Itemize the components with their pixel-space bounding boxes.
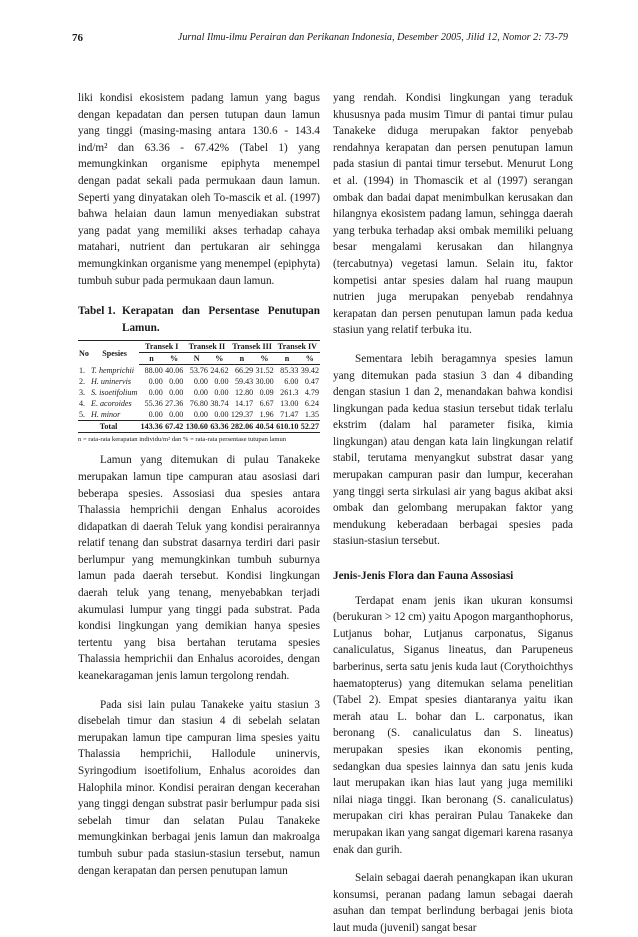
value-cell: 1.96 [259,410,274,420]
total-value: 67.42 [165,422,184,432]
value-cell: 38.74 [210,399,229,409]
seagrass-density-table [78,340,320,433]
total-label: Total [78,421,139,433]
value-cell: 0.09 [259,388,274,398]
table-row [78,398,320,409]
paragraph: Selain sebagai daerah penangkapan ikan ukuran konsumsi, peranan padang lamun sebagai daerah asuhan dan tempat berlindung berbagai jenis biota laut muda (juvenil) sangat besar [333,872,573,934]
right-column [333,90,573,937]
value-cell: 53.76 [189,366,208,376]
species-cell: H. uninervis [91,377,132,387]
col-no-header: No [78,341,90,365]
table-row [78,376,320,387]
value-cell: 59.43 [234,377,254,387]
subheader-cell: N [184,353,209,365]
value-cell: 30.00 [255,377,274,387]
paragraph: yang rendah. Kondisi lingkungan yang teraduk khususnya pada musim Timur di pantai timur pulau Tanakeke diduga merupakan faktor penyebab rendahnya kerapatan dan persen penutupan lamun pada stasiun di pantai timur tersebut. Menurut Long et al. (1994) in Thomascik et al (1997) serangan ombak dan badai dapat menimbulkan kerusakan dan hilangnya ekosistem padang lamun, sehingga daerah yang terbuka terhadap aksi ombak memiliki peluang besar mengalami kerusakan dan hilangnya (tercabutnya) vegetasi lamun. Selain itu, faktor kompetisi antar spesies dalam hal ruang maupun nutrien juga merupakan penyebab rendahnya kerapatan dan persen penutupan lamun pada kedua stasiun yang relatif terbuka itu. [333,92,573,337]
value-cell: 85.33 [280,366,299,376]
species-cell: S. isoetifolium [91,388,138,398]
value-cell: 0.00 [169,388,184,398]
paragraph: Sementara lebih beragamnya spesies lamun yang ditemukan pada stasiun 3 dan 4 dibanding dengan stasiun 1 dan 2, menandakan bahwa kondisi lingkungan pada kedua stasiun tersebut tidak terlalu ekstrim (dalam hal parameter fisika, kimia lingkungan) atau dengan kata lain lingkungan relatif stabil, terutama menyangkut substrat dasar yang merupakan campuran pasir dan lumpur, kecerahan yang tinggi serta sirkulasi air yang bagus akibat aksi ombak dan gelombang merupakan faktor yang mendukung keberadaan berbagai spesies pada stasiun-stasiun tersebut. [333,352,573,548]
value-cell: 0.00 [148,388,163,398]
value-cell: 0.00 [214,388,229,398]
value-cell: 6.67 [259,399,274,409]
total-value: 40.54 [255,422,274,432]
value-cell: 0.00 [193,377,208,387]
value-cell: 4.79 [304,388,319,398]
value-cell: 14.17 [234,399,254,409]
total-row [78,421,320,433]
value-cell: 27.36 [165,399,184,409]
value-cell: 0.00 [214,410,229,420]
subheader-cell: % [164,353,185,365]
total-value: 143.36 [140,422,163,432]
species-cell: E. acoroides [91,399,132,409]
total-value: 282.06 [230,422,254,432]
left-column [78,90,320,879]
value-cell: 66.29 [234,366,254,376]
subheader-cell: % [299,353,320,365]
table-caption [78,303,320,336]
value-cell: 0.00 [193,388,208,398]
value-cell: 0.00 [148,410,163,420]
value-cell: 0.00 [193,410,208,420]
subheader-cell: n [275,353,300,365]
row-number: 4. [79,399,86,409]
paragraph: Pada sisi lain pulau Tanakeke yaitu stasiun 3 disebelah timur dan stasiun 4 di sebelah selatan merupakan lamun tipe campuran lima spesies yaitu Thalassia hemprichii, Hallodule uninervis, Syringodium isoetifolium, Enhalus acoroides dan Halophila minor. Kondisi perairan dengan kecerahan yang tinggi dengan substrat pasir berlumpur pada sisi sebelah timur dan selatan Pulau Tanakeke memungkinkan berbagai jenis lamun dan makroalga tumbuh subur pada stasiun-stasiun tersebut, namun dengan kerapatan dan persen penutupan lamun [78,698,320,877]
value-cell: 71.47 [280,410,299,420]
paragraph: Lamun yang ditemukan di pulau Tanakeke merupakan lamun tipe campuran atau asosiasi dari beberapa spesies. Assosiasi dua spesies antara Thalassia hemprichii dengan Enhalus acoroides didapatkan di daerah Teluk yang kondisi perairannya relatif tenang dan substrat dasarnya terdiri dari pasir berlumpur yang memungkinkan tumbuh suburnya lamun pada daerah tersebut. Kondisi lingkungan daerah teluk yang tenang, menyebabkan terjadi akumulasi lumpur yang tinggi pada substrat. Pada kondisi lingkungan yang demikian hanya spesies tertentu yang bisa bertahan terutama spesies Thalassia hemprichii dan Enhalus acoroides, dengan keanekaragaman jenis lamun tergolong rendah. [78,454,320,683]
table-title: Kerapatan dan Persentase Penutupan Lamun. [122,305,320,334]
value-cell: 40.06 [165,366,184,376]
table-note: n = rata-rata kerapatan individu/m² dan % = rata-rata persentase tutupan lamun [78,436,287,444]
value-cell: 39.42 [300,366,319,376]
paragraph: Terdapat enam jenis ikan ukuran konsumsi (berukuran > 12 cm) yaitu Apogon marganthophorus, Lutjanus bohar, Lutjanus carponatus, Siganus canaliculatus, Siganus lineatus, dan Parupeneus barberinus, serta satu jenis kuda laut (Corythoichthys haematopterus) yang ditemukan selama penelitian (Tabel 2). Empat spesies diantaranya yaitu ikan merah atau L. bohar dan L. carponatus, ikan beronang (S. canaliculatus dan S. lineatus) merupakan spesies ikan ekonomis penting, sedangkan dua spesies lainnya dan satu jenis kuda laut merupakan ikan hias laut yang juga memiliki nilai niaga tinggi. Ikan beronang (S. canaliculatus) merupakan ciri khas perairan Pulau Tanakeke dan merupakan ikan yang sangat digemari karena rasanya enak dan gurih. [333,594,573,856]
value-cell: 0.47 [304,377,319,387]
page-number: 76 [72,32,83,44]
value-cell: 0.00 [169,377,184,387]
value-cell: 13.00 [280,399,299,409]
row-number: 1. [79,366,86,376]
table-row [78,365,320,377]
transect-header: Transek IV [275,341,320,353]
value-cell: 88.00 [144,366,163,376]
transect-header: Transek I [139,341,184,353]
value-cell: 24.62 [210,366,229,376]
value-cell: 6.00 [284,377,299,387]
value-cell: 129.37 [230,410,254,420]
row-number: 3. [79,388,86,398]
col-species-header: Spesies [90,341,139,365]
value-cell: 261.3 [280,388,299,398]
total-value: 63.36 [210,422,229,432]
total-value: 52.27 [300,422,319,432]
subheader-cell: % [209,353,230,365]
row-number: 5. [79,410,86,420]
total-value: 610.10 [276,422,299,432]
row-number: 2. [79,377,86,387]
value-cell: 0.00 [148,377,163,387]
transect-header: Transek II [184,341,229,353]
value-cell: 31.52 [255,366,274,376]
running-header [72,32,568,50]
journal-citation: Jurnal Ilmu-ilmu Perairan dan Perikanan Indonesia, Desember 2005, Jilid 12, Nomor 2: 73-79 [177,32,568,43]
subheader-cell: % [254,353,275,365]
species-cell: T. hemprichii [91,366,135,376]
table-label: Tabel 1. [78,305,116,318]
value-cell: 76.80 [189,399,208,409]
table-row [78,387,320,398]
table-body [78,365,320,433]
table-row [78,409,320,421]
transect-header: Transek III [230,341,275,353]
value-cell: 6.24 [304,399,319,409]
section-heading: Jenis-Jenis Flora dan Fauna Assosiasi [333,570,514,583]
subheader-cell: n [230,353,255,365]
species-cell: H. minor [91,410,121,420]
value-cell: 1.35 [304,410,319,420]
value-cell: 0.00 [169,410,184,420]
value-cell: 55.36 [144,399,163,409]
paragraph: liki kondisi ekosistem padang lamun yang bagus dengan kepadatan dan persen tutupan daun lamun yang tinggi (masing-masing antara 130.6 - 143.4 ind/m² dan 63.36 - 67.42% (Tabel 1) yang memungkinkan organisme epiphyta menempel dengan padat sekali pada permukaan daun lamun. Seperti yang dinyatakan oleh To-mascik et al. (1997) bahwa helaian daun lamun menyediakan substrat yang padat yang memiliki akses terhadap cahaya matahari, nutrient dan pertukaran air sehingga memungkinkan organisme yang menempel (epiphyta) tumbuh subur pada permukaan daun lamun. [78,92,320,287]
value-cell: 0.00 [214,377,229,387]
subheader-cell: n [139,353,164,365]
value-cell: 12.80 [234,388,254,398]
total-value: 130.60 [185,422,208,432]
